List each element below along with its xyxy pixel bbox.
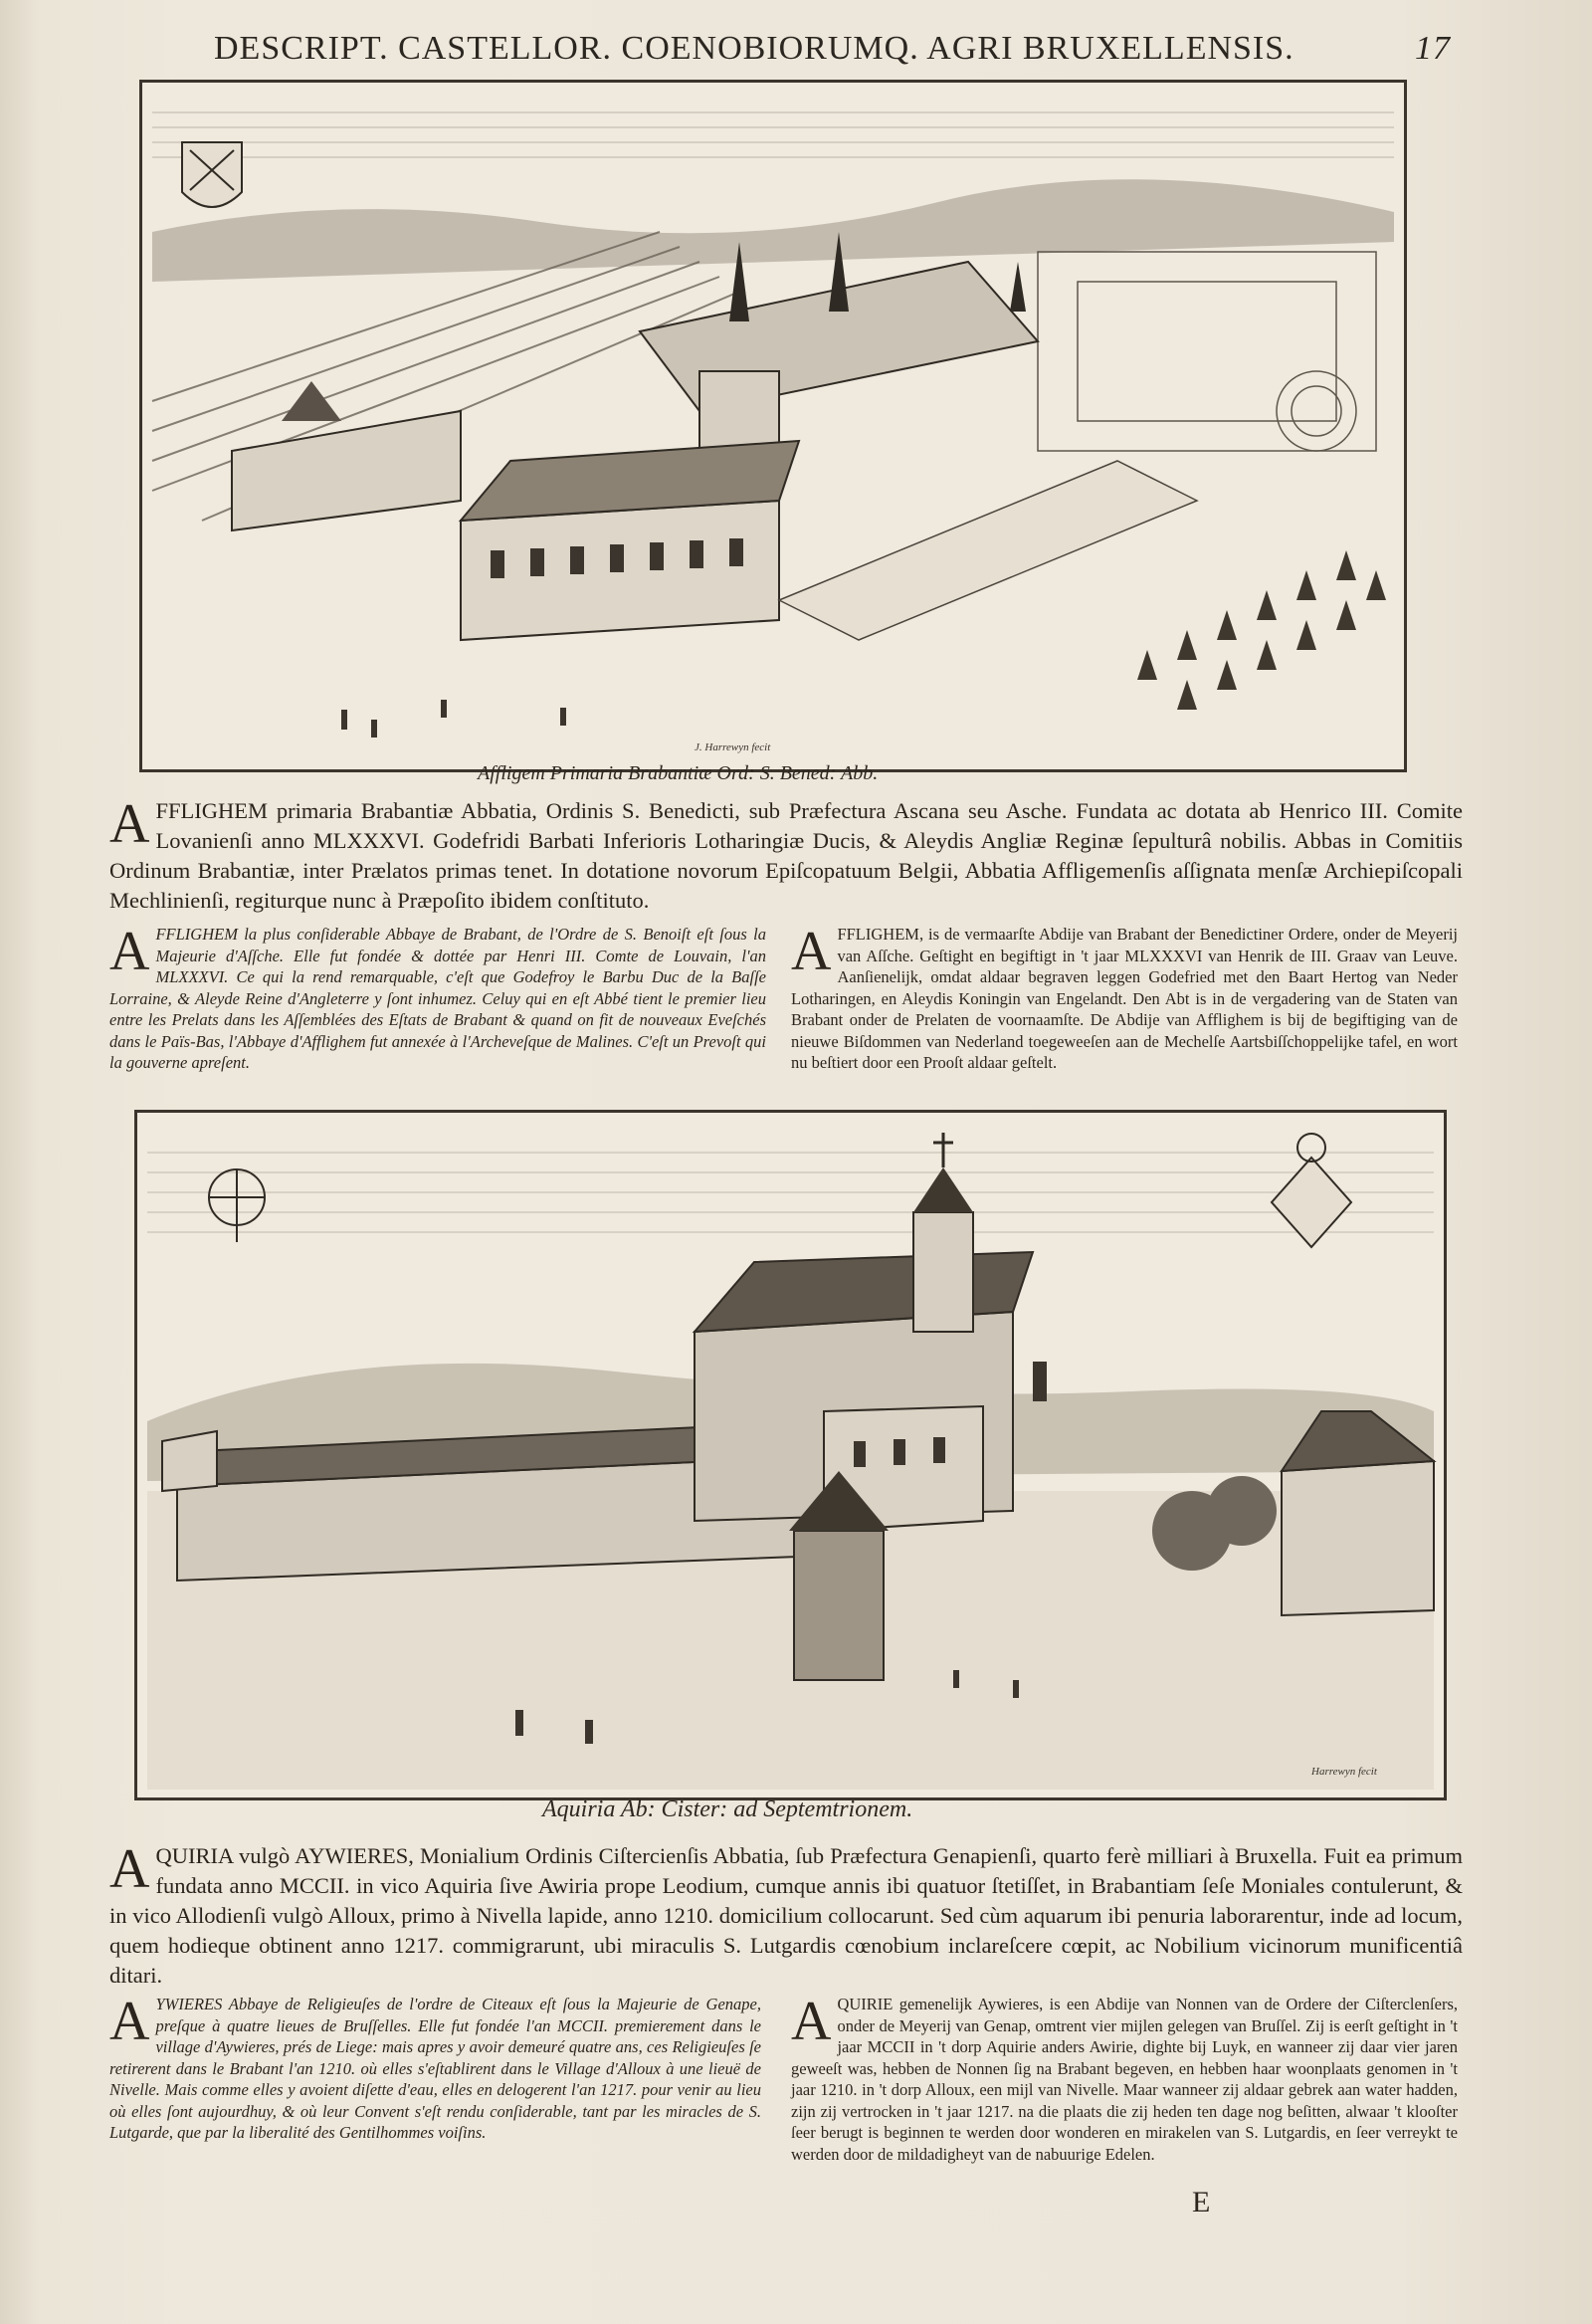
- latin-text: FFLIGHEM primaria Brabantiæ Abbatia, Ordinis S. Benedicti, sub Præfectura Ascana seu Asche. Fundata ac dotata ab Henrico III. Comite Lovanienſi anno MLXXXVI. Godefridi Barbati Inferioris Lotharingiæ Ducis, & Aleydis Angliæ Reginæ ſepulturâ nobilis. Abbas in Comitiis Ordinum Brabantiæ, inter Prælatos primas tenet. In dotatione novorum Epiſcopatuum Belgii, Abbatia Affligemenſis aſſignata menſæ Archiepiſcopali Mechlinienſi, regiturque nunc à Præpoſito ibidem conſtituto.: [109, 798, 1463, 913]
- dutch-text: QUIRIE gemenelijk Aywieres, is een Abdije van Nonnen van de Ordere der Ciſterclenſers, onder de Meyerij van Genap, omtrent vier mijlen gelegen van Bruſſel. Zij is eerſt geſtight in 't jaar MCCII in 't dorp Aquirie anders Awirie, dighte bij Luyk, en wanneer zij daar vier jaren geweeſt was, hebben de Nonnen ſig na Brabant begeven, en hebben haar woonplaats genomen in 't jaar 1210. in 't dorp Alloux, een mijl van Nivelle. Maar wanneer zij aldaar gebrek aan water hadden, zijn zij vertrocken in 't jaar 1217. na die plaats die zij heden ten dage nog beſitten, alwaar 't klooſter ſeer berugt is beginnen te werden door wonderen en mirakelen van S. Lutgardis, en ſeer verreykt te werden door de mildadigheyt van de nabuurige Edelen.: [791, 1995, 1458, 2164]
- french-text: YWIERES Abbaye de Religieuſes de l'ordre de Citeaux eſt ſous la Majeurie de Genape, preſque à quatre lieues de Bruſſelles. Elle fut fondée l'an MCCII. premierement dans le village d'Aywieres, prés de Liege: mais apres y avoir demeuré quatre ans, ces Religieuſes ſe retirerent dans le Brabant l'an 1210. où elles s'eſtablirent dans le Village d'Alloux à une lieuë de Nivelle. Mais comme elles y avoient diſette d'eau, elles en delogerent l'an 1217. pour venir au lieu où elles ſont aujourdhuy, & où leur Convent s'eſt rendu conſiderable, tant par les miracles de S. Lutgarde, que par la liberalité des Gentilhommes voiſins.: [109, 1995, 761, 2142]
- drop-cap: A: [109, 921, 150, 982]
- aquiria-engraving-art: [137, 1113, 1444, 1797]
- dutch-text: FFLIGHEM, is de vermaarſte Abdije van Brabant der Benedictiner Ordere, onder de Meyerij van Aſſche. Geſtight en begiftigt in 't jaar MLXXXVI van Henrik de III. Graav van Leuve. Aanſienelijk, omdat aldaar begraven leggen Godefried met den Baart Hertog van Neder Lotharingen, en Aleydis Koningin van Engelandt. Den Abt is in de vergadering van de Staten van Brabant onder de Prelaten de voornaamſte. De Abdije van Afflighem is bij de begiftiging van de nieuwe Biſdommen van Nederland toegeweeſen aan de Mechelſe Aartsbiſſchoppelijke tafel, en wort nu beſtiert door een Prooſt aldaar geſtelt.: [791, 925, 1458, 1072]
- engraving-aquiria: [134, 1110, 1447, 1800]
- french-text: FFLIGHEM la plus conſiderable Abbaye de Brabant, de l'Ordre de S. Benoiſt eſt ſous la Majeurie d'Aſſche. Elle fut fondée & dottée par Henri III. Comte de Louvain, l'an MLXXXVI. Ce qui la rend remarquable, c'eſt que Godefroy le Barbu Duc de la Baſſe Lorraine, & Aleyde Reine d'Angleterre y ſont inhumez. Celuy qui en eſt Abbé tient le premier lieu entre les Prelats dans les Aſſemblées des Eſtats de Brabant & quand on fit de nouveaux Eveſchés dans le Païs-Bas, l'Abbaye d'Afflighem fut annexée à l'Archeveſque de Malines. C'eſt un Prevoſt qui la gouverne apreſent.: [109, 925, 766, 1072]
- latin-text: QUIRIA vulgò AYWIERES, Monialium Ordinis Ciſtercienſis Abbatia, ſub Præfectura Genapienſi, quarto ferè milliari à Bruxella. Fuit ea primum fundata anno MCCII. in vico Aquiria ſive Awiria prope Leodium, cumque annis ibi quatuor ſtetiſſet, in Brabantiam ſeſe Moniales contulerunt, & in vico Allodienſi vulgò Alloux, primo à Nivella lapide, anno 1210. domicilium collocarunt. Sed cùm aquarum ibi penuria laborarentur, inde ad locum, quem hodieque obtinent anno 1217. commigrarunt, ubi miraculis S. Lutgardis cœnobium inclareſcere cœpit, ac Nobilium vicinorum munificentiâ ditari.: [109, 1843, 1463, 1988]
- plate-caption: Affligem Primaria Brabantiæ Ord: S. Bened: Abb.: [478, 762, 879, 784]
- dutch-description-aquiria: [791, 1991, 1458, 2165]
- engraver-signature: Harrewyn fecit: [1311, 1766, 1377, 1778]
- dutch-description-affligem: [791, 921, 1458, 1074]
- running-title: DESCRIPT. CASTELLOR. COENOBIORUMQ. AGRI BRUXELLENSIS.: [214, 30, 1294, 67]
- french-description-affligem: [109, 921, 766, 1074]
- latin-description-affligem: [109, 793, 1463, 916]
- affligem-coat-of-arms: [182, 142, 242, 207]
- drop-cap: A: [109, 1991, 150, 2052]
- drop-cap: A: [791, 1991, 832, 2052]
- french-description-aquiria: [109, 1991, 761, 2144]
- plate-caption: Aquiria Ab: Cister: ad Septemtrionem.: [542, 1796, 913, 1822]
- affligem-engraving-art: [142, 83, 1404, 769]
- drop-cap: A: [791, 921, 832, 982]
- engraver-signature: J. Harrewyn fecit: [695, 741, 771, 753]
- drop-cap: A: [109, 793, 150, 855]
- engraving-affligem: [139, 80, 1407, 772]
- signature-mark: E: [1192, 2186, 1211, 2218]
- drop-cap: A: [109, 1838, 150, 1900]
- latin-description-aquiria: [109, 1838, 1463, 1991]
- page-number: 17: [1415, 30, 1451, 67]
